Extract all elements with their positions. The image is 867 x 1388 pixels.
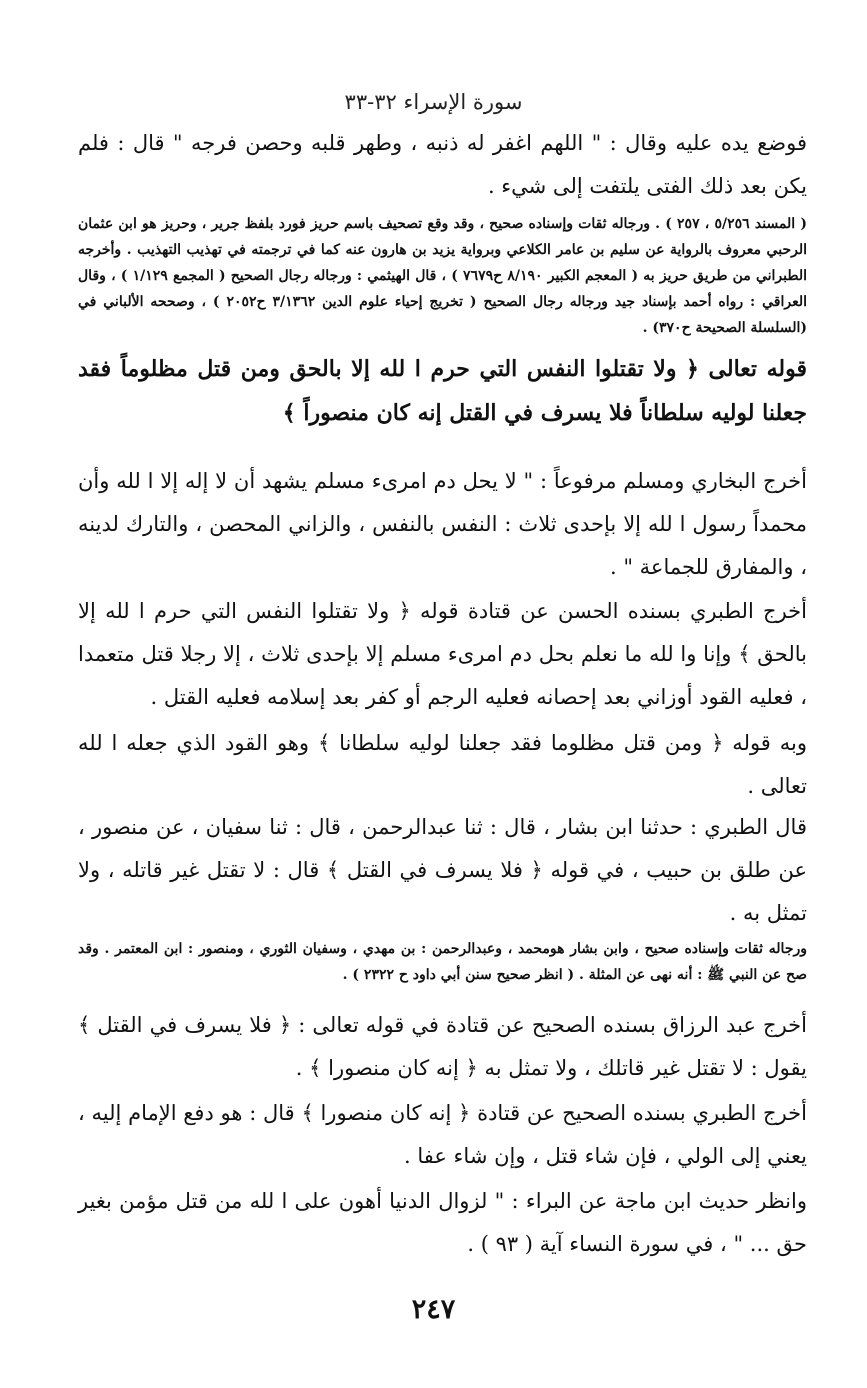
page-number: ٢٤٧ <box>411 1294 456 1325</box>
paragraph-5: قال الطبري : حدثنا ابن بشار ، قال : ثنا عبدالرحمن ، قال : ثنا سفيان ، عن منصور ، عن طلق بن حبيب ، في قوله ﴿ فلا يسرف في القتل ﴾ قال : لا تقتل غير قاتله ، ولا تمثل به . <box>78 815 807 925</box>
paragraph-3: أخرج الطبري بسنده الحسن عن قتادة قوله ﴿ ولا تقتلوا النفس التي حرم ا لله إلا بالحق ﴾ وإنا وا لله ما نعلم بحل دم امرىء مسلم إلا بإحدى ثلاث ، إلا رجلا قتل متعمدا ، فعليه القود أوزاني بعد إحصانه فعليه الرجم أو كفر بعد إسلامه فعليه القتل . <box>78 599 807 709</box>
verse-heading: قوله تعالى ﴿ ولا تقتلوا النفس التي حرم ا لله إلا بالحق ومن قتل مظلوماً فقد جعلنا لوليه سلطاناً فلا يسرف في القتل إنه كان منصوراً ﴾ <box>78 356 807 426</box>
paragraph-1: فوضع يده عليه وقال : " اللهم اغفر له ذنبه ، وطهر قلبه وحصن فرجه " قال : فلم يكن بعد ذلك الفتى يلتفت إلى شيء . <box>78 131 807 198</box>
paragraph-8: وانظر حديث ابن ماجة عن البراء : " لزوال الدنيا أهون على ا لله من قتل مؤمن بغير حق ... " ، في سورة النساء آية ( ٩٣ ) . <box>78 1189 807 1256</box>
paragraph-7: أخرج الطبري بسنده الصحيح عن قتادة ﴿ إنه كان منصورا ﴾ قال : هو دفع الإمام إليه ، يعني إلى الولي ، فإن شاء قتل ، وإن شاء عفا . <box>78 1101 807 1168</box>
paragraph-6: أخرج عبد الرزاق بسنده الصحيح عن قتادة في قوله تعالى : ﴿ فلا يسرف في القتل ﴾ يقول : لا تقتل غير قاتلك ، ولا تمثل به ﴿ إنه كان منصورا ﴾ . <box>78 1013 807 1080</box>
footnote-1: ( المسند ٥/٢٥٦ ، ٢٥٧ ) . ورجاله ثقات وإسناده صحيح ، وقد وقع تصحيف باسم حريز فورد بلفظ جرير ، وحريز هو ابن عثمان الرحبي معروف بالرواية عن سليم بن عامر الكلاعي وبرواية يزيد بن هارون عنه كما في ترجمته في تهذيب التهذيب . وأخرجه الطبراني من طريق حريز به ( المعجم الكبير ٨/١٩٠ ح٧٦٧٩ ) ، قال الهيثمي : ورجاله رجال الصحيح ( المجمع ١/١٢٩ ) ، وقال العراقي : رواه أحمد بإسناد جيد ورجاله رجال الصحيح ( تخريج إحياء علوم الدين ٣/١٣٦٢ ح٢٠٥٢ ) ، وصححه الألباني في (السلسلة الصحيحة ح٣٧٠) . <box>78 216 808 336</box>
paragraph-4: وبه قوله ﴿ ومن قتل مظلوما فقد جعلنا لوليه سلطانا ﴾ وهو القود الذي جعله ا لله تعالى . <box>78 731 807 798</box>
paragraph-2: أخرج البخاري ومسلم مرفوعاً : " لا يحل دم امرىء مسلم يشهد أن لا إله إلا ا لله وأن محمداً رسول ا لله إلا بإحدى ثلاث : النفس بالنفس ، والزاني المحصن ، والتارك لدينه ، والمفارق للجماعة " . <box>78 469 807 579</box>
page-header: سورة الإسراء ٣٢-٣٣ <box>344 90 523 114</box>
footnote-2: ورجاله ثقات وإسناده صحيح ، وابن بشار هومحمد ، وعبدالرحمن : بن مهدي ، وسفيان الثوري ، ومنصور : ابن المعتمر . وقد صح عن النبي ﷺ : أنه نهى عن المثلة . ( انظر صحيح سنن أبي داود ح ٢٣٢٢ ) . <box>78 941 807 983</box>
